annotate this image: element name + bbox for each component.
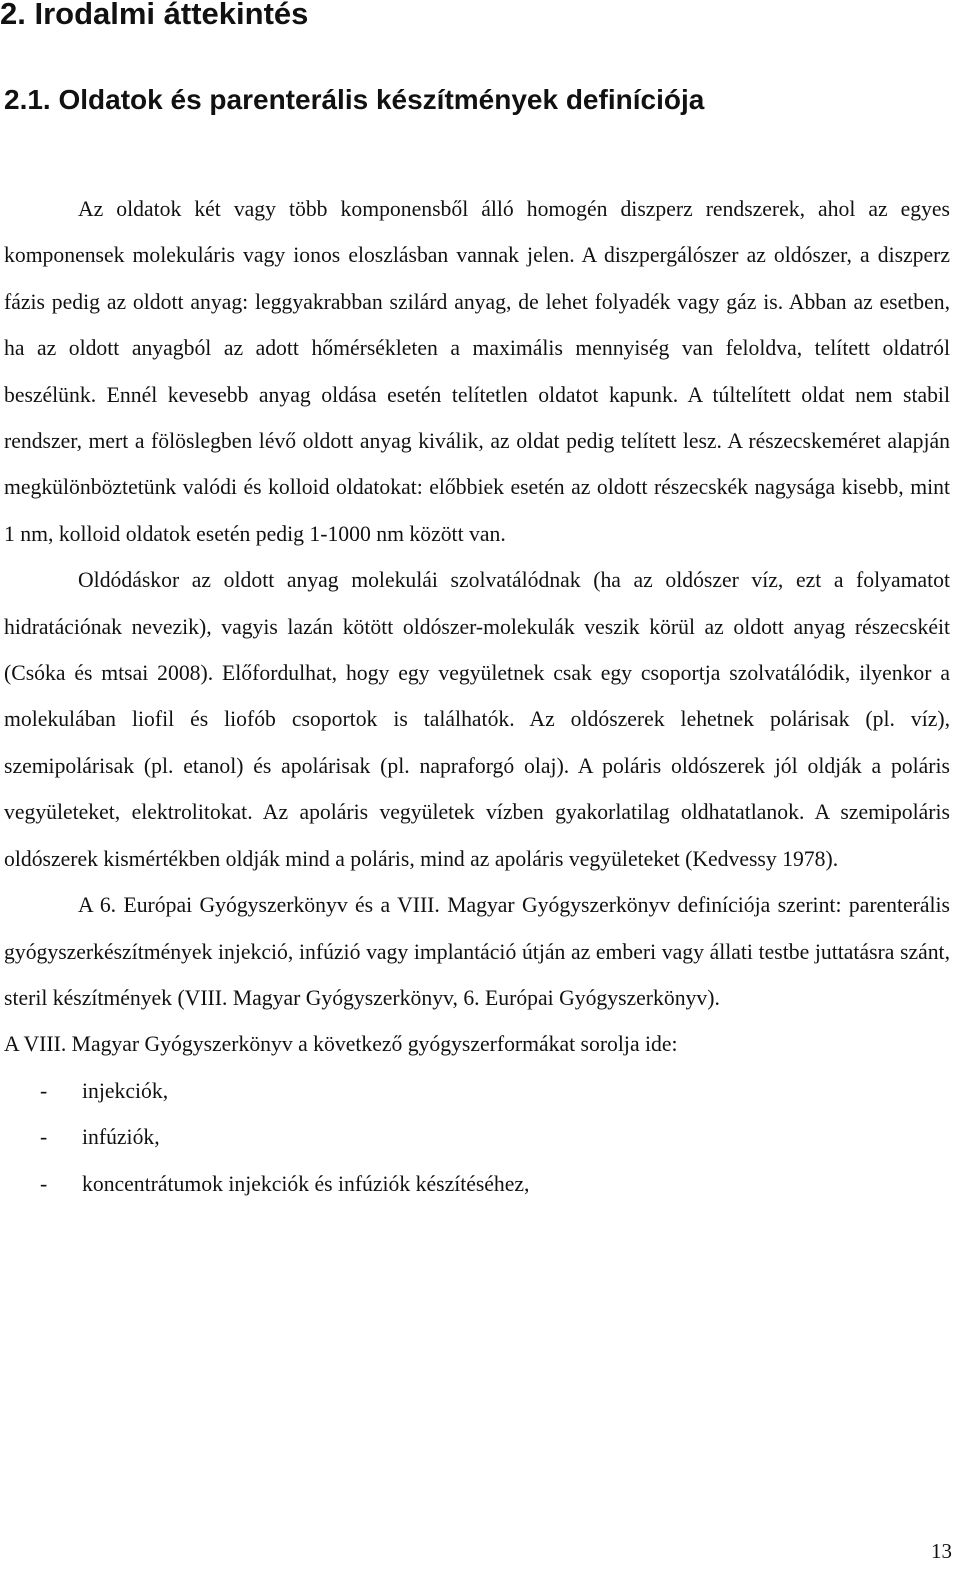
- paragraph-solvation: Oldódáskor az oldott anyag molekulái szolvatálódnak (ha az oldószer víz, ezt a folyamatot hidratációnak nevezik), vagyis lazán kötött oldószer-molekulák veszik körül az oldott anyag részecskéit (Csóka és mtsai 2008). Előfordulhat, hogy egy vegyületnek csak egy csoportja szolvatálódik, ilyenkor a molekulában liofil és liofób csoportok is találhatók. Az oldószerek lehetnek polárisak (pl. víz), szemipolárisak (pl. etanol) és apolárisak (pl. napraforgó olaj). A poláris oldószerek jól oldják a poláris vegyületeket, elektrolitokat. Az apoláris vegyületek vízben gyakorlatilag oldhatatlanok. A szemipoláris oldószerek kismértékben oldják mind a poláris, mind az apoláris vegyületeket (Kedvessy 1978).: [4, 568, 950, 871]
- section-heading: 2.1. Oldatok és parenterális készítmények definíciója: [4, 84, 705, 115]
- list-item-text: injekciók,: [82, 1078, 169, 1103]
- list-marker: -: [40, 1078, 48, 1103]
- list-item: [4, 1161, 950, 1207]
- dosage-form-list: [4, 1068, 950, 1207]
- list-marker: -: [40, 1171, 48, 1196]
- paragraph-solutions: Az oldatok két vagy több komponensből álló homogén diszperz rendszerek, ahol az egyes komponensek molekuláris vagy ionos eloszlásban vannak jelen. A diszpergálószer az oldószer, a diszperz fázis pedig az oldott anyag: leggyakrabban szilárd anyag, de lehet folyadék vagy gáz is. Abban az esetben, ha az oldott anyagból az adott hőmérsékleten a maximális mennyiség van feloldva, telített oldatról beszélünk. Ennél kevesebb anyag oldása esetén telítetlen oldatot kapunk. A túltelített oldat nem stabil rendszer, mert a fölöslegben lévő oldott anyag kiválik, az oldat pedig telített lesz. A részecskeméret alapján megkülönböztetünk valódi és kolloid oldatokat: előbbiek esetén az oldott részecskék nagysága kisebb, mint 1 nm, kolloid oldatok esetén pedig 1-1000 nm között van.: [4, 197, 950, 546]
- paragraph-parenteral-definition: A 6. Európai Gyógyszerkönyv és a VIII. Magyar Gyógyszerkönyv definíciója szerint: parenterális gyógyszerkészítmények injekció, infúzió vagy implantáció útján az emberi vagy állati testbe juttatásra szánt, steril készítmények (VIII. Magyar Gyógyszerkönyv, 6. Európai Gyógyszerkönyv).: [4, 893, 950, 1010]
- body-text: [4, 186, 950, 1207]
- list-item: [4, 1114, 950, 1160]
- page-number: 13: [931, 1539, 952, 1563]
- list-intro: A VIII. Magyar Gyógyszerkönyv a következő gyógyszerformákat sorolja ide:: [4, 1032, 678, 1057]
- list-item-text: infúziók,: [82, 1125, 160, 1150]
- list-item-text: koncentrátumok injekciók és infúziók készítéséhez,: [82, 1171, 530, 1196]
- chapter-heading: 2. Irodalmi áttekintés: [0, 0, 309, 31]
- list-marker: -: [40, 1125, 48, 1150]
- list-item: [4, 1068, 950, 1114]
